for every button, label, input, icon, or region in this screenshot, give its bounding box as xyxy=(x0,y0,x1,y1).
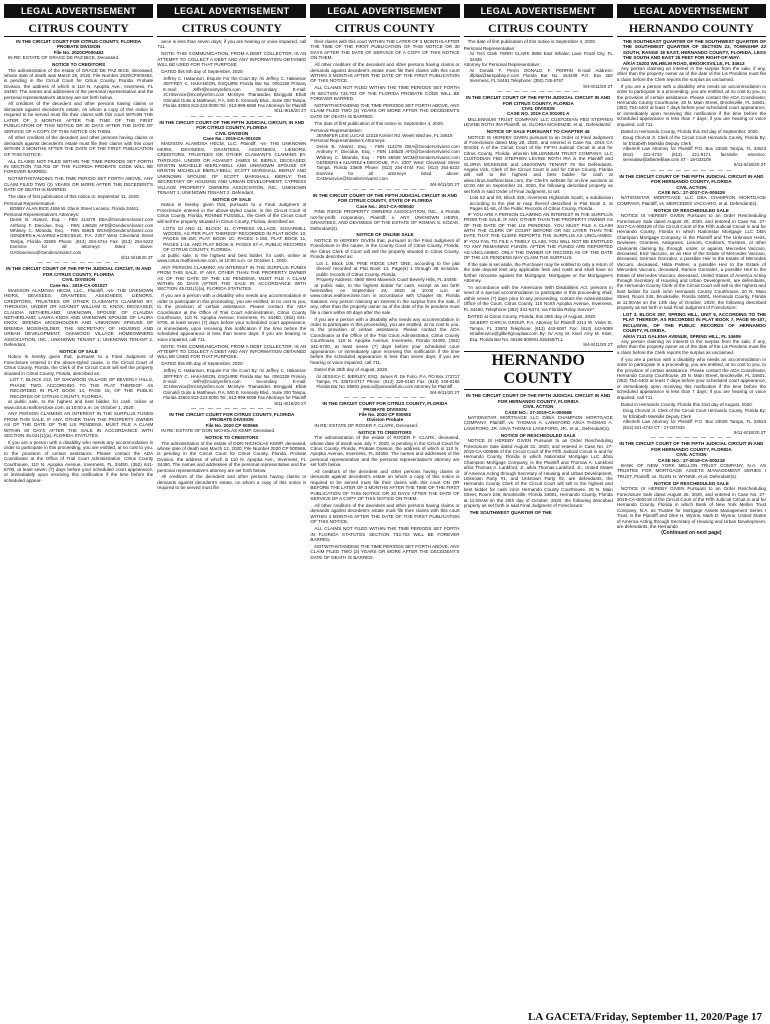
run-dates: 9/11-9/18/20 2T xyxy=(733,430,767,436)
division: CIVIL DIVISION xyxy=(62,277,96,283)
notice-title: NOTICE TO CREDITORS xyxy=(52,62,106,68)
notice-paragraph: Any person claiming an interest in the surplus from the sale, if any, other than the property owner as of the date of the Lis Pendens must file a claim before the Clerk reports the surplus as unclaimed. xyxy=(616,339,767,355)
court-heading: IN THE CIRCUIT COURT OF THE FIFTH JUDICIAL CIRCUIT IN AND FOR HERNANDO COUNTY, FLORIDA xyxy=(466,393,611,404)
court-heading: IN THE CIRCUIT COURT OF THE FIFTH JUDICIAL CIRCUIT IN AND FOR HERNANDO COUNTY, FLORIDA xyxy=(619,173,764,185)
notice-paragraph: ANY PERSON CLAIMING AN INTEREST IN THE SURPLUS FUNDS FROM THIS SALE, IF ANY, OTHER THAN THE PROPERTY OWNER AS OF THE DATE OF THE LIS PENDENS, MUST FILE A CLAIM WITHIN 60 DAYS AFTER THE SALE IN ACCORDANCE WITH SECTION 45.031(1)(a), FLORIDA STATUTES. xyxy=(4,411,154,439)
notice-paragraph: If you are a person with a disability who needs an accommodation in order to participate in a proceeding, you are entitled, at no cost to you, to the provision of certain assistance. Please contact the ADA Coordinator, Hernando County Courthouse, 20 N. Main Street, Brooksville, FL 34601, (352) 754-4402 at least 7 days before your scheduled court appearance, or immediately upon receiving this notification if the time before the scheduled appearance is less than 7 days; if you are hearing or voice impaired, call 711. xyxy=(616,83,767,127)
separator: — — — — — — — — — — xyxy=(37,260,120,267)
notice-sale-wynne xyxy=(617,441,766,536)
court-heading: IN THE CIRCUIT COURT FOR CITRUS COUNTY, FLORIDA xyxy=(322,401,448,407)
county-banner: CITRUS COUNTY xyxy=(464,21,613,37)
attorney-block: Jeffrey C. Hakanson, Esquire For the Court By: /s/ Jeffrey C. Hakanson JEFFREY C. HAKANSON, ESQUIRE Florida Bar No. 0061328 Primary E-mail: JeffH@mcintyrefirm.com Secondary E-mail: JCHService@mcintyrefirm.com McIntyre Thanasides Bringgold Elliott Grimaldi Guito & Matthews, P.A. 500 E. Kennedy Blvd., Suite 200 Tampa, Florida 33602 813-223-0000 Tel.; 813-899-6069 Fax Attorneys for Plaintiff xyxy=(163,368,307,401)
court-heading: IN THE CIRCUIT COURT OF THE FIFTH JUDICIAL CIRCUIT, IN AND FOR CITRUS COUNTY, FLORIDA xyxy=(159,119,305,131)
case-number: Case No.: 2019-CA-001028 xyxy=(202,136,261,141)
run-dates: 9/11-9/18/20 2T xyxy=(121,254,154,260)
notice-paragraph: NOTWITHSTANDING THE TIME PERIODS SET FORTH ABOVE, ANY CLAIM FILED TWO (2) YEARS OR MORE AFTER THE DECEDENT'S DATE OF DEATH IS BARRED. xyxy=(310,102,460,119)
notice-paragraph: at public sale, to the highest and best bidder, for cash, online at www.citrus.realforeclose.com, at 10:00 a.m. on October 1, 2020. xyxy=(4,399,154,410)
notice-paragraph: their claims with this court WITHIN THE LATER OF 3 MONTHS AFTER THE TIME OF THE FIRST PUBLICATION OF THIS NOTICE OR 30 DAYS AFTER THE DATE OF SERVICE OF A COPY OF THIS NOTICE ON THEM. xyxy=(310,39,460,61)
dated-line: Dated in Hernando County, Florida this 31st day of August, 2020. xyxy=(620,401,754,407)
run-dates: 9/4-9/11/20 2T xyxy=(583,83,613,89)
run-dates: 9/4-9/11/20 2T xyxy=(430,181,460,187)
notice-title: NOTICE OF SALE xyxy=(212,196,252,202)
notice-paragraph: Notice is hereby given that, pursuant to a Final Judgment of Foreclosure entered in the above-styled cause, in the Circuit Court of Citrus County, Florida, RONNIE FUSSELL, the Clerk of the Circuit Court will sell the property situated in Citrus County, Florida, described as: xyxy=(157,202,307,224)
separator: — — — — — — — — — — xyxy=(497,89,579,96)
court-heading: IN THE CIRCUIT COURT FOR CITRUS COUNTY, FLORIDA xyxy=(169,412,295,417)
notice-title: NOTICE TO CREDITORS xyxy=(205,435,259,441)
notice-sale-bierly xyxy=(157,120,306,406)
notice-sale-lankford xyxy=(464,393,613,515)
notice-paragraph: Notice is hereby given that, pursuant to a Final Judgment of Foreclosure entered in the above-styled cause, in the Circuit Court of Citrus County, Florida, the Clerk of the Circuit Court will sell the property situated in Citrus County, Florida, described as: xyxy=(4,354,154,376)
debt-collector-note: NOTE: THIS COMMUNICATION, FROM A DEBT COLLECTOR, IS AN ATTEMPT TO COLLECT A DEBT AND ANY INFORMATION OBTAINED WILL BE USED FOR THAT PURPOSE. xyxy=(157,51,307,68)
notice-paragraph: If you are a person with a disability who needs any accommodation in order to participate in this proceeding, you are entitled, at no cost to you, to the provision of certain assistance. Please contact the ADA Coordinator at the Office of Trial Court Administration, Citrus County Courthouse, 110 N. Apopka Avenue, Inverness, FL 34450, (352) 641-6700, at least seven (7) days before your scheduled court appearance, or immediately upon receiving this notification if the time before the scheduled appear- xyxy=(4,439,154,483)
parties: BANK OF NEW YORK MELLON TRUST COMPANY, N.A. AS TRUSTEE FOR MORTGAGE ASSETS MANAGEMENT SERIES I TRUST, Plaintiff, vs. GLEN H. WYNNE, et al, Defendant(s). xyxy=(616,463,767,479)
division: CIVIL ACTION xyxy=(676,184,707,190)
legal-description: LOT 3, BLOCK 297, SPRING HILL, UNIT 5, ACCORDING TO THE PLAT THEREOF, AS RECORDED IN PLAT BOOK 7, PAGE 90-107, INCLUSIVE, OF THE PUBLIC RECORDS OF HERNANDO COUNTY, FLORIDA. xyxy=(622,312,767,334)
legal-advertisement-header: LEGAL ADVERTISEMENT xyxy=(617,4,766,18)
separator: — — — — — — — — — — xyxy=(191,406,273,412)
case-number: Case No.: 2019-CA-001027 xyxy=(49,282,108,288)
notice-paragraph: The administration of the estate of DON NICHOLAS KEMP, deceased, whose date of death was March 12, 2020; File Number 2020 CP 000566, is pending in the Circuit Court for Citrus County, Florida, Probate Division, the address of which is 110 N. Apopka Ave., Inverness, FL 34450. The names and addresses of the personal representative and the personal representative's attorney are set forth below. xyxy=(157,440,307,473)
parties: MADISON ALAMOSA HECM, LLC., Plaintiff, -vs- THE UNKNOWN HEIRS, DEVISEES, GRANTEES, ASSIGNEES, LIENORS, CREDITORS, TRUSTEES OR OTHER CLAIMANTS CLAIMING BY, THROUGH, UNDER OR AGAINST WILLIAM G. KNOX, DECEASED; CLAUDIA NETHERLAND; UNKNOWN SPOUSE OF CLAUDIA NETHERLAND; LAURA KNOX AND UNKNOWN SPOUSE OF LAURA KNOX; BRENDA MOSSHOLDER AND UNKNOWN SPOUSE OF BRENDA MOSSHOLDER; THE SECRETARY OF HOUSING AND URBAN DEVELOPMENT; OAKWOOD VILLAGE HOMEOWNERS ASSOCIATION, INC.; UNKNOWN TENANT 1; UNKNOWN TENANT 2, Defendant, xyxy=(4,287,154,348)
notice-paragraph: ALL CLAIMS NOT FILED WITHIN THE TIME PERIODS SET FORTH IN FLORIDA STATUTES SECTION 733.702 WILL BE FOREVER BARRED. xyxy=(310,526,460,542)
county-banner: CITRUS COUNTY xyxy=(157,21,306,37)
division: CIVIL ACTION xyxy=(523,404,554,410)
notice-title: NOTICE OF SALE xyxy=(59,348,98,354)
legal-advertisement-header: LEGAL ADVERTISEMENT xyxy=(310,4,459,18)
notice-estate-clark-cont xyxy=(464,39,613,89)
column-3 xyxy=(310,4,459,1010)
legal-description: LOT 7, BLOCK 213, OF OAKWOOD VILLAGE OF BEVERLY HILLS, PHASE TWO, ACCORDING TO THE PLAT THEREOF, AS RECORDED IN PLAT BOOK 14, PAGE 15, OF THE PUBLIC RECORDS OF CITRUS COUNTY, FLORIDA. xyxy=(10,377,154,399)
notice-title: NOTICE OF RESCHEDULED SALE xyxy=(500,432,576,438)
dated-line: DATED this 8th day of September, 2020 xyxy=(161,69,243,75)
personal-representative: JENNIFER LEIS LUCAS 12318 Kolmer Rd. Weeki Wachee, FL 34619 xyxy=(316,133,453,138)
attorney-block: /s/ Donald F. Perrin DONALD F. PERRIN E-mail Address: dfplaw@tampabay.rr.com Florida Bar No. 164338 P.O. Box 250 Inverness, FL 34451 Telephone: (352) 726-6767 xyxy=(469,67,613,84)
parties: PINE RIDGE PROPERTY OWNERS ASSOCIATION, INC., a Florida not-for-profit corporation, Plaintiff, v. ANY UNKNOWN HEIRS, GRANTEES, AND DEVISEES OF THE ESTATE OF ROMAN S. KOZAK, Defendant(s). xyxy=(310,209,460,231)
legal-description: LOTS 10 AND 11, BLOCK 41, CYPRESS VILLAGE, SUGARMILL WOODS, AS PER PLAT THEREOF RECORDED IN PLAT BOOK 10, PAGES 86-150, PLAT BOOK 10, PAGES 1-150, PLAT BOOK 11, PAGES 1-16, AND PLAT BOOK 9, PAGES 87-A, PUBLIC RECORDS OF CITRUS COUNTY, FLORIDA. xyxy=(163,225,307,253)
notice-paragraph: If you are a person with a disability who needs any accommodation in order to participate in this proceeding, you are entitled, at no cost to you, to the provision of certain assistance. Please contact the ADA Coordinator at the Office of the Trial Court Administrator, Citrus County Courthouse, 110 N. Apopka Avenue, Inverness, Florida 34450, (352) 341-6700, at least seven (7) days before your scheduled court appearance, or immediately upon receiving this notification if the time before the scheduled appearance is less than seven days; if you are hearing or voice impaired, call 711. xyxy=(310,316,460,365)
notice-paragraph: If you are a person with a disability who needs any accommodation in order to participate in this proceeding, you are entitled, at no cost to you, to the provision of certain assistance. Please contact the ADA Coordinator at the Office of Trial Court Administration, Citrus County Courthouse, 110 N. Apopka Avenue, Inverness, FL 34450, (352) 641-6700, at least seven (7) days before your scheduled court appearance, or immediately upon receiving this notification if the time before the scheduled appearance is less than seven days; if you are hearing or voice impaired, call 711. xyxy=(157,293,307,342)
attorney-label: Personal Representative's Attorneys: xyxy=(310,138,386,144)
court-heading: IN THE CIRCUIT COURT OF THE FIFTH JUDICIAL CIRCUIT IN AND FOR HERNANDO COUNTY, FLORIDA xyxy=(619,441,764,452)
legal-description: THE SOUTHWEST QUARTER OF THE xyxy=(469,509,552,515)
run-dates: 9/4-9/11/20 2T xyxy=(583,342,613,348)
separator: — — — — — — — — — — xyxy=(650,167,733,174)
division: PROBATE DIVISION xyxy=(56,44,101,50)
property-address: A/K/A 15203 WILHELM ROAD, BROOKSVILLE, FL 34613 xyxy=(622,60,745,66)
notice-paragraph: The date of first publication of this notice is: September 11, 2020. xyxy=(8,193,140,199)
notice-sale-lankford-cont xyxy=(617,39,766,168)
notice-title: NOTICE TO CREDITORS xyxy=(358,429,412,435)
division: Division Probate xyxy=(366,417,404,423)
notice-paragraph: If the sale is set aside, the Purchaser may be entitled to only a return of the sale deposit less any applicable fees and costs and shall have no further recourse against the Mortgagor, Mortgagee or the Mortgagee's Attorney. xyxy=(463,261,613,284)
file-number: File No. 2020CP000482 xyxy=(53,49,104,55)
run-dates: 9/11-9/18/20 2T xyxy=(733,162,767,168)
run-dates: 9/11-9/18/20 2T xyxy=(274,400,307,406)
notice-online-sale-kozak xyxy=(310,193,459,395)
notice-sale-vaccaro xyxy=(617,174,766,436)
notice-paragraph: All creditors of the decedent and other persons having claims or demands against decedent's estate, on whom a copy of this notice is required to be served must file xyxy=(157,474,307,491)
notice-paragraph: ALL CLAIMS NOT FILED WITHIN THE TIME PERIODS SET FORTH IN SECTION 733.702 OF THE FLORIDA PROBATE CODE WILL BE FOREVER BARRED. xyxy=(310,85,460,102)
separator: — — — — — — — — — — xyxy=(191,113,273,120)
run-dates: 9/11-9/18/20 2T xyxy=(274,108,307,114)
county-banner-hernando: HERNANDO COUNTY xyxy=(464,351,613,390)
division: PROBATE DIVISION xyxy=(363,406,407,412)
attorney-label: Attorney for Personal Representative: xyxy=(463,62,541,68)
parties: MADISON ALAMOSA HECM, LLC, Plaintiff, -vs- THE UNKNOWN HEIRS, DEVISEES, GRANTEES, ASSIGNEES, LIENORS, CREDITORS, TRUSTEES OR OTHER CLAIMANTS CLAIMING BY, THROUGH, UNDER OR AGAINST JAMES M. BIERLY, DECEASED; KRISTIN MICHELLE BIERLY-BELL AND UNKNOWN SPOUSE OF KRISTIN MICHELLE BIERLY-BELL; SCOTT MARSHALL BIERLY AND UNKNOWN SPOUSE OF SCOTT MARSHALL BIERLY; THE SECRETARY OF HOUSING AND URBAN DEVELOPMENT; CYPRESS VILLAGE PROPERTY OWNERS ASSOCIATION, INC.; UNKNOWN TENANT 1; UNKNOWN TENANT 2, Defendant. xyxy=(157,141,307,196)
notice-paragraph: All other creditors of the decedent and other persons having claims or demands against decedent's estate must file their claims with this court WITHIN 3 MONTHS AFTER THE DATE OF THE FIRST PUBLICATION OF THIS NOTICE. xyxy=(4,135,154,157)
county-banner: CITRUS COUNTY xyxy=(4,21,153,37)
property-address: A/K/A 7141 GALENA AVENUE, SPRING HILL, FL 34609 xyxy=(622,333,741,339)
notice-paragraph: All creditors of the decedent and other persons having claims or demands against decedent's estate, on whom a copy of this notice is required to be served must file their claims with this court WITHIN THE LATER OF 3 MONTHS AFTER THE TIME OF THE FIRST PUBLICATION OF THIS NOTICE OR 30 DAYS AFTER THE DATE OF SERVICE OF A COPY OF THIS NOTICE ON THEM. xyxy=(4,101,154,134)
dated-line: Dated in Hernando County, Florida this 3rd day of September, 2020. xyxy=(620,128,760,134)
notice-paragraph: If you are a person with a disability who needs an accommodation in order to participate in a proceeding, you are entitled, at no cost to you, to the provision of certain assistance. Please contact the ADA Coordinator, Hernando County Courthouse, 20 N. Main Street, Brooksville, FL 34601, (352) 754-4402 at least 7 days before your scheduled court appearance, or immediately upon receiving this notification if the time before the scheduled appearance is less than 7 days; if you are hearing or voice impaired, call 711. xyxy=(616,356,767,400)
notice-paragraph: The date of first publication of this notice is September 4, 2020. xyxy=(467,39,597,44)
dated-line: DATED this 8th day of September, 2020 xyxy=(161,361,243,367)
notice-paragraph: ANY PERSON CLAIMING AN INTEREST IN THE SURPLUS FUNDS FROM THIS SALE, IF ANY, OTHER THAN THE PROPERTY OWNER AS OF THE DATE OF THE LIS PENDENS, MUST FILE A CLAIM WITHIN 60 DAYS AFTER THE SALE IN ACCORDANCE WITH SECTION 45.031(1)(a), FLORIDA STATUTES. xyxy=(157,264,307,292)
attorney-block: Derek B. Alvarez, Esq. - FBN 114278 DBA@GendersAlvarez.com Anthony F. Diecidue, Esq. - FBN 146528 AFD@GendersAlvarez.com Whitney C. Miranda, Esq. - FBN 65928 WCM@GendersAlvarez.com GENDERS♦ALVAREZ♦DIECIDUE, P.A. 2307 West Cleveland Street Tampa, Florida 33609 Phone: (813) 254-4744 Fax: (813) 254-5222 Eservice for all attorneys listed above: GADeservice@GendersAlvarez.com xyxy=(316,143,460,182)
notice-paragraph: NOTICE IS HEREBY GIVEN pursuant to an Order or Final Judgment of Foreclosure dated May 28, 2020, and entered in Case No. 2019 CA 001001 A of the Circuit Court of the FIFTH Judicial Circuit in and for Citrus County, Florida, wherein MILLENNIUM TRUST COMPANY, LLC CUSTODIAN FBO STEPHEN LEVINE ROTH IRA is the Plaintiff and GLORIA MCKENZIE and UNKNOWN TENANT #2 the Defendants. Angela Vick, Clerk of the Circuit Court in and for Citrus County, Florida will sell to the highest and best bidder for cash at www.citrus.realforeclose.com, the Clerk's website for on-line auctions at 10:00 AM on September 24, 2020, the following described property as set forth in said Order of Final Judgment, to wit: xyxy=(463,134,613,194)
column-2 xyxy=(157,4,306,1010)
court-heading: IN THE CIRCUIT COURT OF THE FIFTH JUDICIAL CIRCUIT IN AND FOR CITRUS COUNTY, STATE OF FLORIDA xyxy=(312,193,458,204)
notice-paragraph: NOTICE IS HEREBY GIVEN that, pursuant to the Final Judgment of Foreclosure in this cause, in the County Court of Citrus County, Florida, the Citrus Clerk of Court will sell the property situated in Citrus County, Florida described as: xyxy=(310,237,460,260)
file-number: File No. 2020 CP 000592 xyxy=(358,412,412,417)
notice-sale-knox xyxy=(4,266,153,484)
notice-title: NOTICE OF RESCHEDULED SALE xyxy=(654,207,729,213)
notice-paragraph: All other creditors of the decedent and other persons having claims or demands against decedent's estate must file their claims with this court WITHIN 3 MONTHS AFTER THE DATE OF THE FIRST PUBLICATION OF THIS NOTICE. xyxy=(310,503,460,525)
notice-paragraph: All creditors of the decedent and other persons having claims or demands against decedent's estate on whom a copy of this notice is required to be served must file their claims with this court ON OR BEFORE THE LATER OF 3 MONTHS AFTER THE TIME OF THE FIRST PUBLICATION OF THIS NOTICE OR 30 DAYS AFTER THE DATE OF SERVICE OF A COPY OF THIS NOTICE ON THEM. xyxy=(310,469,460,502)
case-number: CASE NO.: 27-2019-CA-000698 xyxy=(504,409,572,415)
property-address: Property Address: 4560 West Maverick Court Beverly Hills, FL 34465 xyxy=(316,277,457,283)
notice-estate-kemp xyxy=(157,412,306,492)
clerk-block: Doug Chorvat Jr. Clerk of the Circuit Court Hernando County, Florida By: /s/ Elizabeth Markidis Deputy Clerk xyxy=(622,408,767,419)
dated-line: Dated this 28th day of August, 2020. xyxy=(314,366,389,372)
court-heading: IN THE CIRCUIT COURT FOR CITRUS COUNTY, FLORIDA xyxy=(16,39,142,44)
notice-paragraph: The administration of the estate of ROGER F. CLARK, deceased, whose date of death was July 7, 2020, is pending in the Circuit Court for Citrus County, Florida, Probate Division, the address of which is 110 N. Apopka Avenue, Inverness, FL 34450. The names and addresses of the personal representative and the personal representative's attorney are set forth below. xyxy=(310,435,460,468)
legal-advertisement-header: LEGAL ADVERTISEMENT xyxy=(157,4,306,18)
separator: — — — — — — — — — — xyxy=(344,395,426,402)
case-number: CASE NO.: 27-2017-CA-000429 xyxy=(657,190,725,196)
notice-paragraph: "In accordance with the Americans With Disabilities Act, persons in need of a special accommodation to participate in this proceeding shall, within seven (7) days prior to any proceeding, contact the Administrative Office of the Court, Citrus County, 110 North Apopka Avenue, Inverness, FL 34450, Telephone (352) 341-6474, via Florida Relay Service". xyxy=(463,284,613,312)
notice-paragraph: All other creditors of the decedent and other persons having claims or demands against decedent's estate must file their claims with this court WITHIN 3 MONTHS AFTER THE DATE OF THE FIRST PUBLICATION OF THIS NOTICE. xyxy=(310,62,460,84)
debt-collector-note: NOTE: THIS COMMUNICATION, FROM A DEBT COLLECTOR, IS AN ATTEMPT TO COLLECT A DEBT AND ANY INFORMATION OBTAINED WILL BE USED FOR THAT PURPOSE. xyxy=(157,343,307,360)
notice-paragraph: Any person claiming an interest in the surplus from the sale, if any, other than the property owner as of the date of the Lis Pendens must file a claim before the Clerk reports the surplus as unclaimed. xyxy=(616,66,767,82)
personal-representative: BOBBY ALAN BICE 4556 W. Glenn Street Lecanto, Florida 34461 xyxy=(10,206,139,212)
case-number: CASE NO. 2019 CA 001001 A xyxy=(506,111,570,117)
attorney-block: /s/ JESSICA C. BIERLEY, ESQ. James R. De Furio, P.A. PO Box 172717 Tampa, FL 33672-0717 Phone: (813) 229-0160 Fax: (813) 229-0165 Florida Bar No. 85801 jessica@jamesdefurio.com Attorney for Plaintiff xyxy=(316,373,460,390)
notice-title: NOTICE OF SALE PURSUANT TO CHAPTER 45 xyxy=(486,129,590,135)
page-footer: LA GACETA/Friday, September 11, 2020/Page 17 xyxy=(528,1011,762,1023)
notice-sale-mckenzie xyxy=(464,95,613,347)
attorney-block: Derek B. Alvarez, Esq. - FBN 114278 DBA@GendersAlvarez.com Anthony F. Diecidue, Esq. - FBN 146528 AFD@GendersAlvarez.com Whitney C. Miranda, Esq. - FBN 65928 WCM@GendersAlvarez.com GENDERS♦ALVAREZ♦DIECIDUE, P.A. 2307 West Cleveland Street Tampa, Florida 33609 Phone: (813) 254-4744 Fax: (813) 254-5222 Eservice for all attorneys listed above: GADeservice@GendersAlvarez.com xyxy=(10,217,154,255)
notice-paragraph: NOTICE IS HEREBY GIVEN Pursuant to an Order Rescheduling Foreclosure Sale dated August 25, 2020, and entered in Case No. 27-2019-CA-000218 of the Circuit Court of the Fifth Judicial Circuit in and for Hernando County, Florida in which Bank of New York Mellon Trust Company, N.A. as Trustee for Mortgage Assets Management Series I Trust, is the Plaintiff and Glen H. Wynne, Mark D. Wynne, United States of America Acting through Secretary of Housing and Urban Development, are defendants, the Hernando xyxy=(616,486,767,530)
notice-estate-bice xyxy=(4,39,153,260)
continued-note: (Continued on next page) xyxy=(661,529,722,536)
column-5 xyxy=(617,4,766,1010)
notice-paragraph: IF YOU ARE A PERSON CLAIMING AN INTEREST IN THE SURPLUS FROM THE SALE, IF ANY, OTHER THAN THE PROPERTY OWNER AS OF THE DATE OF THE LIS PENDENS, YOU MUST FILE A CLAIM WITH THE CLERK OF COURT BEFORE OR NO LATER THAN THE DATE THAT THE CLERK REPORTS THE SURPLUS AS UNCLAIMED. IF YOU FAIL TO FILE A TIMELY CLAIM, YOU WILL NOT BE ENTITLED TO ANY REMAINING FUNDS. AFTER THE FUNDS ARE REPORTED AS UNCLAIMED, ONLY THE OWNER OF RECORD AS OF THE DATE OF THE LIS PENDENS MAY CLAIM THE SURPLUS. xyxy=(463,211,613,260)
notice-sale-knox-cont xyxy=(157,39,306,114)
columns xyxy=(4,4,766,1010)
case-number: Case No.: 2017-CA-000040 xyxy=(356,203,414,209)
run-dates: 9/4-9/11/20 2T xyxy=(430,389,460,395)
county-banner: CITRUS COUNTY xyxy=(310,21,459,37)
parties: NATIONSTAR MORTGAGE LLC D/B/A CHAMPION MORTGAGE COMPANY, Plaintiff, vs. THOMAS A. LANKFORD A/K/A THOMAS A. LANKFORD, JR. A/K/A THOMAS LANKFORD, JR., et al., Defendant(s). xyxy=(463,415,613,431)
attorney-block: Jeffrey C. Hakanson, Esquire For the Court By: /s/ Jeffrey C. Hakanson JEFFREY C. HAKANSON, ESQUIRE Florida Bar No. 0061328 Primary E-mail: JeffH@mcintyrefirm.com Secondary E-mail: JCHService@mcintyrefirm.com McIntyre Thanasides Bringgold Elliott Grimaldi Guito & Matthews, P.A. 500 E. Kennedy Blvd., Suite 200 Tampa, Florida 33602 813-223-0000 Tel.; 813-899-6069 Fax Attorneys for Plaintiff xyxy=(163,75,307,108)
legal-description: THE SOUTHEAST QUARTER OF THE SOUTHWEST QUARTER OF THE SOUTHWEST QUARTER OF SECTION 23, TOWNSHIP 22 SOUTH, RANGE 18 EAST, HERNANDO COUNTY, FLORIDA, LESS THE SOUTH AND EAST 25 FEET FOR RIGHT-OF-WAY. xyxy=(622,39,767,61)
notice-paragraph: The administration of the estate of GRACE DE PAZ BICE, deceased, whose date of death was March 25, 2020; File Number 2020CP000482, is pending in the Circuit Court for Citrus County, Florida, Probate Division, the address of which is 110 N. Apopka Ave., Inverness, FL 34450. The names and addresses of the personal representative and the personal representative's attorney are set forth below. xyxy=(4,67,154,100)
file-number: File No. 2020 CP 000566 xyxy=(205,422,258,428)
attorney-block: Albertelli Law Attorney for Plaintiff P.O. Box 23028 Tampa, FL 33623 (813) 221-4743 CT - 17-007333 xyxy=(622,419,767,430)
dated-line: DATED at Citrus County, Florida, this 28th day of August, 2020. xyxy=(467,313,597,319)
clerk-block: Doug Chorvat Jr. Clerk of the Circuit Court Hernando County, Florida By: /s/ Elizabeth Markidis Deputy Clerk xyxy=(622,135,767,146)
parties: NATIONSTAR MORTGAGE LLC DBA CHAMPION MORTGAGE COMPANY, Plaintiff, vs. MERCEDES VACCARO, et al, Defendant(s). xyxy=(616,195,767,206)
notice-paragraph: ALL CLAIMS NOT FILED WITHIN THE TIME PERIODS SET FORTH IN SECTION 733.702 OF THE FLORIDA PROBATE CODE WILL BE FOREVER BARRED. xyxy=(4,158,154,175)
notice-paragraph: at public sale, to the highest bidder for cash, except as set forth hereinafter, on September 24, 2020 at 10:00 a.m. at www.citrus.realforeclose.com in accordance with Chapter 45, Florida Statutes. Any person claiming an interest in the surplus from the sale, if any, other than the property owner as of the date of the lis pendens must file a claim within 60 days after the sale. xyxy=(310,282,460,315)
notice-paragraph: NOTWITHSTANDING THE TIME PERIOD SET FORTH ABOVE, ANY CLAIM FILED TWO (2) YEARS OR MORE AFTER THE DECEDENT'S DATE OF DEATH IS BARRED. xyxy=(4,176,154,193)
division: PROBATE DIVISION xyxy=(210,417,254,423)
division: CIVIL DIVISION xyxy=(215,130,249,136)
estate-re: IN RE: ESTATE OF DON NICHOLAS KEMP, Deceased. xyxy=(161,428,276,434)
legal-advertisement-header: LEGAL ADVERTISEMENT xyxy=(4,4,153,18)
county-banner: HERNANDO COUNTY xyxy=(617,21,766,37)
separator: — — — — — — — — — — xyxy=(344,187,426,194)
notice-estate-kemp-cont xyxy=(310,39,459,187)
notice-title: NOTICE OF RESCHEDULED SALE xyxy=(654,480,729,486)
notice-estate-clark xyxy=(310,401,459,561)
court-heading: IN THE CIRCUIT COURT OF THE FIFTH JUDICIAL CIRCUIT, IN AND FOR CITRUS COUNTY, FLORIDA xyxy=(6,266,152,277)
attorney-label: Personal Representative's Attorneys: xyxy=(4,211,80,217)
parties: MILLENNIUM TRUST COMPANY, LLC CUSTODIAN FBO STEPHEN LEVINE ROTH IRA Plaintiff, vs. GLORIA MCKENZIE, et al., Defendants/ xyxy=(463,116,613,128)
attorney-block: Albertelli Law Attorney for Plaintiff P.O. Box 23028 Tampa, FL 33623 (813) 221-4743 (813) 221-9171 facsimile eService: servealaw@albertellilaw.com ST - 18-033108 xyxy=(622,146,767,163)
notice-paragraph: NOTICE IS HEREBY GIVEN Pursuant to an Order Rescheduling Foreclosure Sale dated August 31, 2020, and entered in Case No. 27-2019-CA-000698 of the Circuit Court of the Fifth Judicial Circuit in and for Hernando County, Florida in which Nationstar Mortgage LLC d/b/a Champion Mortgage Company, is the Plaintiff and Thomas A. Lankford a/k/a Thomas A. Lankford, Jr. a/k/a Thomas Lankford, Jr., United States of America Acting through Secretary of Housing and Urban Development, Unknown Party #1, and Unknown Party #2, are defendants, the Hernando County Clerk of the Circuit Court will sell to the highest and best bidder for cash in/on Hernando County Courthouse, 20 N. Main Street, Room 245, Brooksville, Florida 34601, Hernando County, Florida at 11:00AM on the 20th day of October, 2020, the following described property as set forth in said Final Judgment of Foreclosure: xyxy=(463,438,613,509)
rep-label: Personal Representative: xyxy=(463,45,516,51)
notice-paragraph: NOTWITHSTANDING THE TIME PERIODS SET FORTH ABOVE, ANY CLAIM FILED TWO (2) YEARS OR MORE AFTER THE DECEDENT'S DATE OF DEATH IS BARRED. xyxy=(310,543,460,560)
notice-paragraph: NOTICE IS HEREBY GIVEN Pursuant to an Order Rescheduling Foreclosure Sale dated August 28, 2020, and entered in Case No. 27-2017-CA-000429 of the Circuit Court of the Fifth Judicial Circuit in and for Hernando County, Florida in which Nationstar Mortgage LLC DBA Champion Mortgage Company, is the Plaintiff and The Unknown Heirs, Devisees, Grantees, Assignees, Lienors, Creditors, Trustees, or other Claimants claiming by, through, under, or against, Mercedes Vaccaro, deceased, Emil Vaccaro, as an Heir of the Estate of Mercedes Vaccaro, deceased, German Gonzalez, a possible Heir to the Estate of Mercedes Vaccaro, deceased, Hilda Palmer, a possible Heir to the Estate of Mercedes Vaccaro, deceased, Ramon Gonzalez, a possible Heir to the Estate of Mercedes Vaccaro, deceased, United States of America Acting through Secretary of Housing and Urban Development, are defendants, the Hernando County Clerk of the Circuit Court will sell to the highest and best bidder for cash in/on Hernando County Courthouse, 20 N. Main Street, Room 245, Brooksville, Florida 34601, Hernando County, Florida at 11:00AM on the 13th day of October, 2020, the following described property as set forth in said Final Judgment of Foreclosure: xyxy=(616,213,767,311)
legal-advertisement-header: LEGAL ADVERTISEMENT xyxy=(464,4,613,18)
notice-paragraph: at public sale, to the highest and best bidder, for cash, online at www.citrus.realforeclose.com, at 10:00 a.m. on October 1, 2020. xyxy=(157,252,307,263)
legal-description: Lot 1, Block 106, PINE RIDGE UNIT ONE, according to the plat thereof recorded at Plat Book 14, Page(s) 1 through 36 inclusive, public records of Citrus County, Florida. xyxy=(316,260,460,277)
notice-paragraph: ance is less than seven days; if you are hearing or voice impaired, call 711. xyxy=(157,39,307,50)
column-4 xyxy=(464,4,613,1010)
division: CIVIL DIVISION xyxy=(521,105,555,111)
legal-description: Lots 52 and 53, Block 329, Inverness Highlands South, a subdivision according to the plat or map thereof described in Plat Book 3, at Pages 51-66, of the Public Records of Citrus County, Florida. xyxy=(469,195,613,212)
column-1 xyxy=(4,4,153,1010)
attorney-block: GILBERT GARCIA GROUP, P.A. Attorney for Plaintiff 2313 W. Violet St. Tampa, FL 33603 Telephone: (813) 443-5087 Fax: (813) 443-5089 emailservice@gilbertgrouplaw.com By: /s/ Amy M. Kiser Amy M. Kiser, Esq. Florida Bar No. 46196 800931.026455/TLL xyxy=(469,320,613,342)
notice-paragraph: The date of first publication of this notice is: September 4, 2020. xyxy=(314,120,445,126)
rep-label: Personal Representative: xyxy=(4,200,56,206)
separator: — — — — — — — — — — xyxy=(650,435,733,442)
rep-label: Personal Representative: xyxy=(310,127,362,133)
court-heading: IN THE CIRCUIT COURT OF THE FIFTH JUDICIAL CIRCUIT IN AND FOR CITRUS COUNTY, FLORIDA xyxy=(466,95,611,106)
personal-representative: /s/ Terri Clark TERRI CLARK 8855 East Whalen Lane Floral City, FL 34436 xyxy=(469,51,613,62)
estate-re: IN RE: ESTATE OF ROGER F. CLARK, Deceased. xyxy=(314,422,419,428)
division: CIVIL ACTION xyxy=(676,452,707,458)
case-number: CASE NO.: 27-2019-CA-000218 xyxy=(657,457,725,463)
notice-title: NOTICE OF ONLINE SALE xyxy=(356,232,414,238)
estate-re: IN RE: ESTATE OF GRACE DE PAZ BICE, Deceased. xyxy=(8,55,120,61)
